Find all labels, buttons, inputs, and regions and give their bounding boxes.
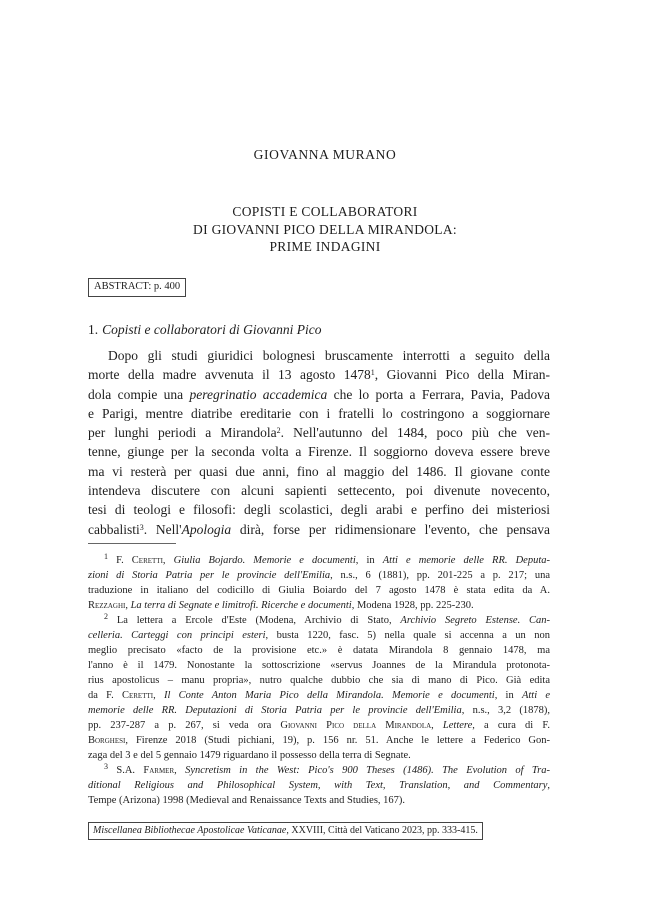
footnote-separator — [88, 543, 176, 544]
footnote-line: ditional Religious and Philosophical System, with Text, Translation, and Commentary, — [88, 780, 550, 791]
section-title: Copisti e collaboratori di Giovanni Pico — [102, 322, 322, 337]
title-line-1: COPISTI E COLLABORATORI — [232, 204, 418, 219]
footnote-line: Tempe (Arizona) 1998 (Medieval and Renaissance Texts and Studies, 167). — [88, 795, 406, 806]
footnote-line: rius apostolicus – manu propria», nutro qualche dubbio che sia di mano di Pico. Già edita — [88, 675, 550, 686]
publication-footer — [88, 822, 483, 840]
footnote-line: memorie delle RR. Deputazioni di Storia Patria per le provincie dell'Emilia, n.s., 3,2 (1878), — [88, 705, 550, 716]
title-line-3: PRIME INDAGINI — [269, 239, 381, 254]
footnote-ref-2: 2 — [276, 426, 281, 436]
footnote-ref-1: 1 — [370, 368, 375, 378]
body-line: tenne, giunge per la seconda volta a Firenze. Il soggiorno doveva essere breve — [88, 444, 550, 460]
body-line: tesi di teologi e filosofi: degli scolastici, degli arabi e perfino dei misteriosi — [88, 502, 550, 518]
body-line: Dopo gli studi giuridici bolognesi bruscamente interrotti a seguito della — [108, 348, 550, 363]
body-line: cabbalisti$^3$. Nell'Apologia dirà, forse per ridimensionare l'evento, che pensava — [88, 521, 550, 537]
footnote-line: zaga del 3 e del 5 gennaio 1479 riguardano il possesso della terra di Segnate. — [88, 750, 411, 761]
footnote-line: celleria. Carteggi con principi esteri, busta 1220, fasc. 5) nella quale si accenna a un non — [88, 630, 550, 641]
body-text — [88, 346, 550, 539]
publication-details: , XXVIII, Città del Vaticano 2023, pp. 333-415. — [286, 825, 478, 836]
footnote-line: Rezzaghi, La terra di Segnate e limitrofi. Ricerche e documenti, Modena 1928, pp. 225-230. — [88, 600, 474, 611]
article-title — [0, 203, 650, 256]
footnote-line: da F. Ceretti, Il Conte Anton Maria Pico della Mirandola. Memorie e documenti, in Atti e — [88, 690, 551, 701]
footnote-1: $^1$ F. Ceretti, Giulia Bojardo. Memorie e documenti, in Atti e memorie delle RR. Deputa- — [104, 552, 550, 566]
footnote-3: $^3$ S.A. Farmer, Syncretism in the West: Pico's 900 Theses (1486). The Evolution of Tra- — [104, 762, 550, 776]
footnote-line: meglio precisato «facto de la provisione etc.» è datata Mirandola 8 gennaio 1478, ma — [88, 645, 550, 656]
footnote-line: pp. 237-287 a p. 267, si veda ora Giovanni Pico della Mirandola, Lettere, a cura di F. — [88, 720, 550, 731]
body-line: dola compie una peregrinatio accademica che lo porta a Ferrara, Pavia, Padova — [88, 386, 550, 402]
body-line: morte della madre avvenuta il 13 agosto 1478$^1$, Giovanni Pico della Miran- — [88, 367, 550, 383]
body-line: e Parigi, mentre diatribe ereditarie con i fratelli lo costringono a soggiornare — [88, 405, 550, 421]
footnote-line: traduzione in italiano del codicillo di Giulia Boiardo del 7 agosto 1478 è stata edita da A. — [88, 585, 550, 596]
abstract-reference-box: ABSTRACT: p. 400 — [88, 278, 186, 297]
journal-name: Miscellanea Bibliothecae Apostolicae Vaticanae — [93, 825, 287, 836]
footnote-line: zioni di Storia Patria per le provincie dell'Emilia, n.s., 6 (1881), pp. 201-225 a p. 217; una — [88, 570, 550, 581]
footnotes — [88, 553, 550, 808]
footnote-2: $^2$ La lettera a Ercole d'Este (Modena, Archivio di Stato, Archivio Segreto Estense. Can- — [104, 612, 551, 626]
footnote-line: Borghesi, Firenze 2018 (Studi pichiani, 19), p. 156 nr. 51. Anche le lettere a Federico Gon- — [88, 735, 550, 746]
footnote-line: l'anno è il 1479. Nonostante la sottoscrizione «servus Joannes de la Mirandula protonota- — [88, 660, 550, 671]
title-line-2: DI GIOVANNI PICO DELLA MIRANDOLA: — [193, 221, 457, 237]
body-line: per lunghi periodi a Mirandola$^2$. Nell'autunno del 1484, poco più che ven- — [88, 425, 550, 441]
author-name: GIOVANNA MURANO — [253, 147, 397, 162]
section-number: 1. — [88, 322, 99, 337]
body-line: ma vi resterà per quasi due anni, fino al maggio del 1486. Il giovane conte — [88, 463, 550, 479]
footnote-ref-3: 3 — [139, 522, 144, 532]
section-heading — [88, 322, 322, 338]
body-line: intendeva discutere con alcuni sapienti settecento, poi divenute novecento, — [88, 483, 550, 499]
